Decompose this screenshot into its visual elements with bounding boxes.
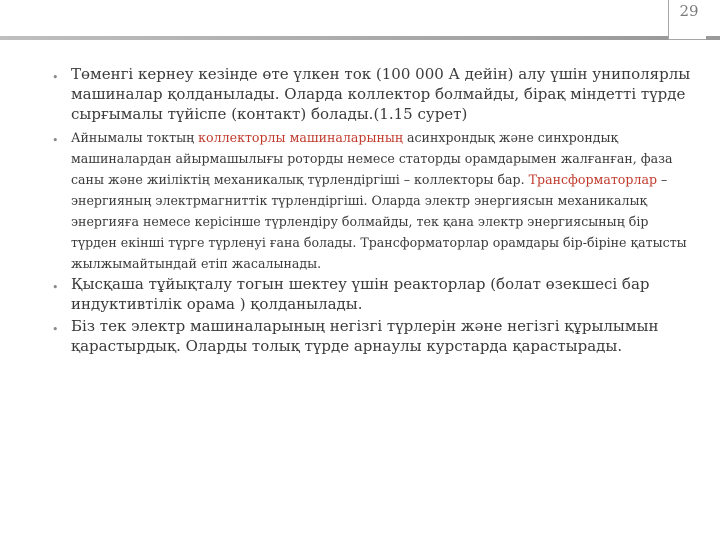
header-rule xyxy=(0,36,668,40)
bullet-dot-icon: • xyxy=(52,134,59,147)
slide-content xyxy=(52,64,692,358)
bullet-text: Біз тек электр машиналарының негізгі түрлерін және негізгі құрылымын қарастырдық. Оларды толық түрде арнаулы курстарда қарастырады. xyxy=(71,317,659,355)
bullet-text-part: асинхрондық және синхрондық машиналардан айырмашылығы роторды немесе статорды орамдарымен жалғанған, фаза саны және жиіліктің механикалық түрлендіргіші – коллекторы бар. xyxy=(71,130,673,187)
bullet-text: Төменгі кернеу кезінде өте үлкен ток (100 000 А дейін) алу үшін униполярлы машиналар қолданылады. Оларда коллектор болмайды, бірақ міндетті түрде сырғымалы түйіспе (контакт) болады.(1.15 сурет) xyxy=(71,65,691,123)
highlight-collector-machines: коллекторлы машиналарының xyxy=(198,130,403,145)
header-rule-right xyxy=(706,36,720,40)
bullet-item-ac-collector-machines xyxy=(52,127,692,274)
bullet-text-part: – энергияның электрмагниттік түрлендіргіші. Оларда электр энергиясын механикалық энергияға немесе керісінше түрлендіру болмайды, тек қана электр энергиясының бір түрден екінші түрге түрленуі ғана болады. Трансформаторлар орамдары бір-біріне қатысты жылжымайтындай етіп жасалынады. xyxy=(71,172,687,271)
bullet-item-unipolar-machines xyxy=(52,64,692,124)
page-number: 29 xyxy=(679,2,699,20)
bullet-text: Қысқаша тұйықталу тогын шектеу үшін реакторлар (болат өзекшесі бар индуктивтілік орама ) қолданылады. xyxy=(71,275,650,313)
bullet-item-conclusion xyxy=(52,316,692,356)
bullet-text-part: Айнымалы токтың xyxy=(71,130,199,145)
highlight-transformers: Трансформаторлар xyxy=(528,172,658,187)
bullet-dot-icon: • xyxy=(52,323,59,336)
bullet-item-reactors xyxy=(52,274,692,314)
bullet-dot-icon: • xyxy=(52,281,59,294)
bullet-dot-icon: • xyxy=(52,71,59,84)
slide-header xyxy=(0,0,720,36)
